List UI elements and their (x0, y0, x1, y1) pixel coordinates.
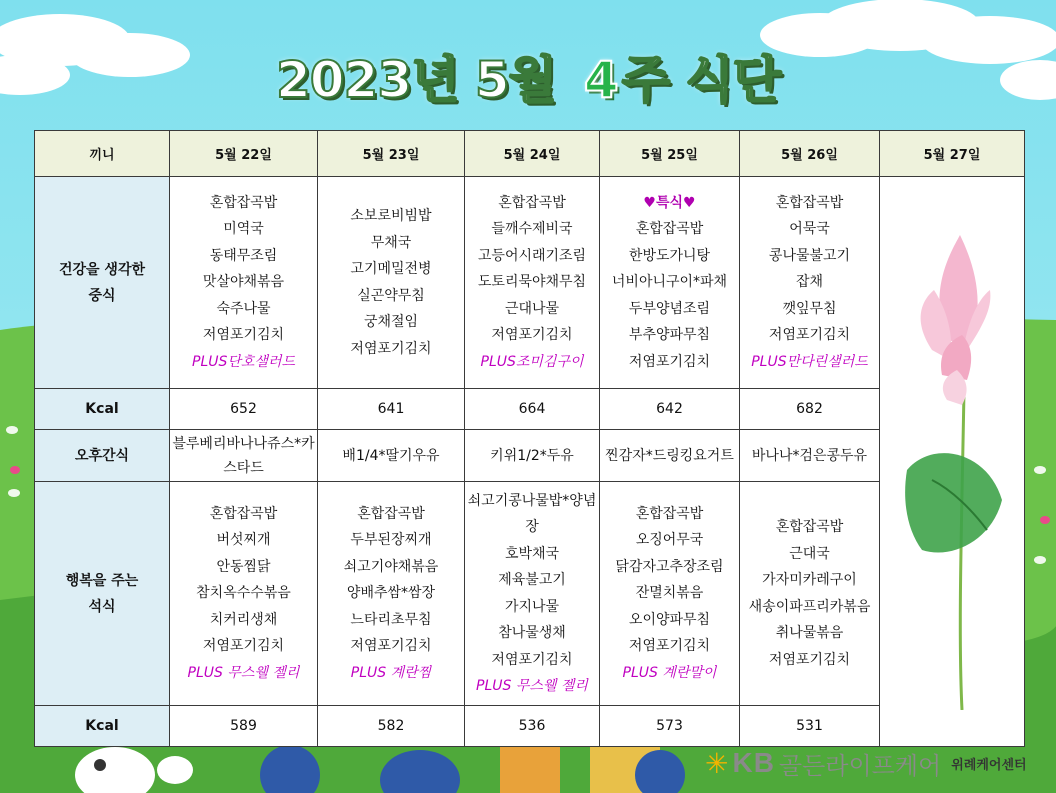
menu-item: 안동찜닭 (216, 558, 271, 575)
menu-item: 저염포기김치 (491, 327, 573, 344)
menu-item: 저염포기김치 (350, 638, 432, 655)
snack-text: 찐감자*드링킹요거트 (605, 447, 734, 464)
lunch-menu-cell (318, 177, 465, 389)
menu-item: 혼합잡곡밥 (209, 194, 278, 211)
menu-item: 깻잎무침 (782, 300, 837, 317)
menu-item: 미역국 (223, 221, 264, 238)
logo-brand-text: 골든라이프케어 (778, 751, 942, 780)
kcal-value: 531 (740, 706, 880, 747)
snack-text: 바나나*검은콩두유 (751, 447, 868, 464)
menu-item: 느타리초무침 (350, 611, 432, 628)
kcal-value: 536 (465, 706, 600, 747)
menu-item: 도토리묵야채무침 (477, 274, 587, 291)
menu-item: 숙주나물 (216, 300, 271, 317)
dinner-label (35, 482, 170, 706)
menu-item: 한방도가니탕 (628, 247, 711, 264)
day-header: 5월 24일 (465, 131, 600, 177)
kcal-value: 573 (600, 706, 740, 747)
dinner-label-line1: 행복을 주는 (65, 572, 139, 589)
menu-item: 제육불고기 (498, 572, 566, 588)
kcal-value: 652 (170, 389, 318, 430)
kcal-label: Kcal (35, 706, 170, 747)
logo-kb-text: KB (732, 747, 775, 778)
menu-item: 저염포기김치 (628, 353, 711, 370)
menu-item: 무채국 (370, 234, 412, 251)
snack-cell (318, 430, 465, 482)
kcal-value: 664 (465, 389, 600, 430)
plus-item: PLUS단호샐러드 (192, 353, 295, 370)
menu-item: 버섯찌개 (216, 532, 271, 549)
lunch-menu-cell (600, 177, 740, 389)
menu-item: 혼합잡곡밥 (209, 505, 278, 522)
special-meal-badge: ♥특식♥ (643, 194, 696, 211)
menu-item: 궁채절임 (363, 314, 419, 330)
day-header: 5월 26일 (740, 131, 880, 177)
menu-item: 저염포기김치 (768, 327, 851, 344)
menu-item: 들깨수제비국 (491, 221, 573, 238)
menu-item: 참치옥수수볶음 (196, 585, 291, 602)
menu-item: 저염포기김치 (350, 340, 432, 357)
menu-item: 호박채국 (504, 545, 560, 562)
dinner-menu-cell (740, 482, 880, 706)
plus-item: PLUS 무스웰 젤리 (476, 678, 588, 694)
snack-text: 키위1/2*두유 (490, 447, 574, 464)
dinner-row (35, 482, 1025, 706)
kcal-value: 589 (170, 706, 318, 747)
dinner-menu-cell (318, 482, 465, 706)
dinner-label-line2: 석식 (88, 598, 116, 615)
snack-label: 오후간식 (35, 430, 170, 482)
page-title (0, 40, 1056, 112)
menu-item: 저염포기김치 (491, 651, 573, 668)
dinner-menu-cell (600, 482, 740, 706)
menu-item: 취나물볶음 (775, 625, 844, 641)
saturday-lotus-cell (880, 177, 1025, 747)
meal-plan-table (34, 130, 1025, 747)
menu-item: 혼합잡곡밥 (635, 505, 704, 522)
menu-item: 혼합잡곡밥 (635, 221, 704, 238)
snack-cell (600, 430, 740, 482)
menu-item: 저염포기김치 (768, 651, 851, 668)
lunch-menu-cell (170, 177, 318, 389)
menu-item: 저염포기김치 (202, 638, 285, 655)
menu-item: 가자미카레구이 (762, 572, 857, 588)
menu-item: 잔멸치볶음 (635, 585, 704, 602)
lunch-label-line1: 건강을 생각한 (58, 261, 146, 278)
menu-item: 고기메밀전병 (350, 261, 432, 277)
plus-item: PLUS 무스웰 젤리 (187, 664, 300, 681)
menu-item: 혼합잡곡밥 (357, 505, 425, 522)
lunch-menu-cell (465, 177, 600, 389)
menu-item: 콩나물불고기 (768, 247, 851, 264)
menu-item: 어묵국 (789, 221, 830, 238)
menu-item: 혼합잡곡밥 (775, 519, 844, 535)
kb-golden-life-care-logo (705, 743, 1027, 783)
menu-item: 쇠고기야채볶음 (343, 558, 439, 575)
plus-item: PLUS 계란찜 (350, 664, 432, 681)
menu-item: 두부양념조림 (628, 300, 711, 317)
menu-item: 혼합잡곡밥 (498, 194, 566, 211)
menu-item: 새송이파프리카볶음 (748, 598, 871, 615)
title-month: 2023년 5월 (275, 51, 556, 109)
lunch-row (35, 177, 1025, 389)
menu-item: 장 (525, 519, 539, 535)
menu-item: 오징어무국 (635, 532, 704, 549)
title-suffix: 주 식단 (621, 51, 781, 109)
menu-item: 쇠고기콩나물밥*양념 (467, 492, 597, 509)
menu-item: 근대국 (789, 545, 830, 562)
menu-item: 치커리생채 (209, 611, 278, 628)
dinner-kcal-row (35, 706, 1025, 747)
day-header: 5월 23일 (318, 131, 465, 177)
menu-item: 소보로비빔밥 (350, 208, 432, 224)
menu-item: 오이양파무침 (628, 611, 711, 628)
kcal-value: 682 (740, 389, 880, 430)
kcal-value: 582 (318, 706, 465, 747)
snack-cell (170, 430, 318, 482)
snack-cell (465, 430, 600, 482)
menu-item: 닭감자고추장조림 (615, 558, 724, 575)
snack-text: 스타드 (223, 459, 264, 476)
menu-item: 맛살야채볶음 (202, 274, 285, 291)
menu-item: 저염포기김치 (202, 327, 285, 344)
plus-item: PLUS조미김구이 (480, 353, 584, 370)
day-header: 5월 25일 (600, 131, 740, 177)
menu-item: 실곤약무침 (357, 287, 425, 304)
plus-item: PLUS만다린샐러드 (751, 353, 868, 370)
menu-item: 양배추쌈*쌈장 (346, 585, 436, 602)
snack-row (35, 430, 1025, 482)
plus-item: PLUS 계란말이 (622, 664, 717, 681)
title-week-number: 4 (583, 51, 618, 109)
kcal-value: 641 (318, 389, 465, 430)
star-icon: ✳ (705, 746, 729, 780)
lunch-kcal-row (35, 389, 1025, 430)
day-header: 5월 27일 (880, 131, 1025, 177)
menu-item: 동태무조림 (209, 247, 278, 264)
menu-item: 혼합잡곡밥 (775, 194, 844, 211)
menu-item: 너비아니구이*파채 (611, 274, 728, 291)
menu-item: 저염포기김치 (628, 638, 711, 655)
dinner-menu-cell (465, 482, 600, 706)
header-row (35, 131, 1025, 177)
menu-item: 잡채 (795, 274, 824, 291)
lunch-label-line2: 중식 (88, 287, 116, 304)
menu-item: 참나물생채 (498, 625, 566, 641)
lotus-illustration (892, 210, 1012, 710)
lunch-label (35, 177, 170, 389)
day-header: 5월 22일 (170, 131, 318, 177)
menu-item: 두부된장찌개 (350, 532, 432, 549)
meal-label-header: 끼니 (35, 131, 170, 177)
snack-cell (740, 430, 880, 482)
snack-text: 블루베리바나나쥬스*카 (172, 435, 315, 452)
logo-center-name: 위례케어센터 (951, 757, 1027, 773)
kcal-label: Kcal (35, 389, 170, 430)
menu-item: 고등어시래기조림 (477, 247, 587, 264)
snack-text: 배1/4*딸기우유 (342, 447, 440, 464)
menu-item: 부추양파무침 (628, 327, 711, 344)
lunch-menu-cell (740, 177, 880, 389)
dinner-menu-cell (170, 482, 318, 706)
menu-item: 근대나물 (504, 300, 560, 317)
kcal-value: 642 (600, 389, 740, 430)
menu-item: 가지나물 (504, 598, 560, 615)
